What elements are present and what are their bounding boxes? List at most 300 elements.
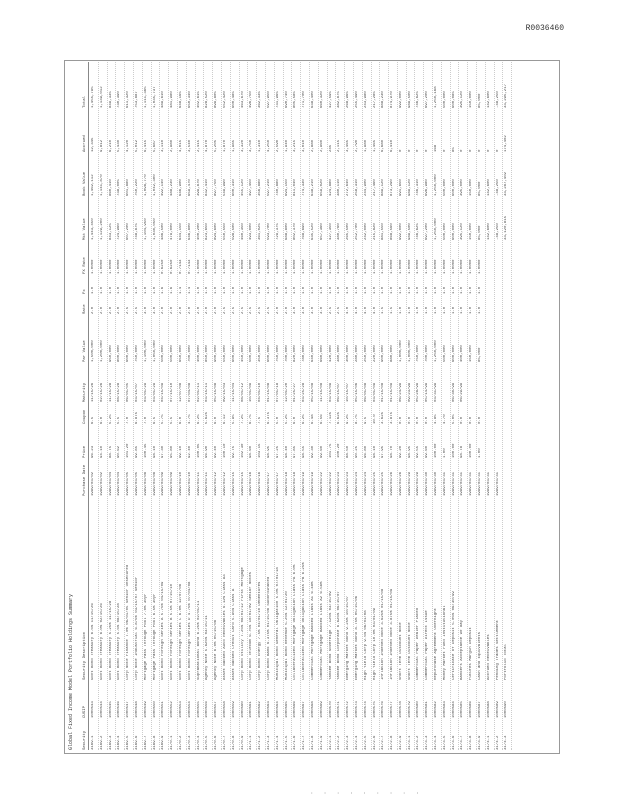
cell-rate: 2.0 <box>161 306 166 314</box>
cell-maturity: 07/15/10 <box>170 382 175 402</box>
cell-market-value: 33,120,815 <box>504 215 509 240</box>
cell-book-value: 600,000 <box>451 179 456 196</box>
cell-coupon: 6.0 <box>293 416 298 424</box>
cell-description: Accrued Receivables <box>486 634 491 680</box>
cell-maturity: 06/15/07 <box>337 382 342 402</box>
cell-book-value: 774,330 <box>302 179 307 196</box>
cell-total: 611,320 <box>126 91 131 108</box>
cell-coupon: 3.875 <box>390 411 395 424</box>
cell-security: 3174-1 <box>486 735 491 750</box>
cell-market-value: 843,125 <box>108 223 113 240</box>
cell-fx-rate: 1.0000 <box>337 259 342 274</box>
cell-par-value: 400,000 <box>196 345 201 362</box>
cell-total: 150,000 <box>469 91 474 108</box>
cell-description: Commercial Mortgage Backed Class A2 6.56% <box>319 581 324 680</box>
cell-security: 3169-9 <box>161 735 166 750</box>
cell-book-value: 1,042,300 <box>152 174 157 196</box>
cell-cusip: 1000570 <box>328 701 333 718</box>
cell-market-value: 142,600 <box>486 223 491 240</box>
cell-market-value: 635,520 <box>310 223 315 240</box>
cell-maturity: 06/01/08 <box>363 382 368 402</box>
cell-market-value: 493,000 <box>249 223 254 240</box>
cell-fx: 1.4 <box>187 286 192 294</box>
cell-fx-rate: 1.0000 <box>469 259 474 274</box>
cell-fx-rate: 1.0000 <box>390 259 395 274</box>
cell-market-value: -48,250 <box>495 223 500 240</box>
cell-book-value: 1,462,112 <box>91 174 95 196</box>
cell-purchase-date: 1999/03/31 <box>460 471 465 496</box>
cell-fx-rate: 1.0000 <box>451 259 456 274</box>
cell-coupon: 5.05 <box>451 414 456 424</box>
cell-rate: 3.0 <box>152 306 157 314</box>
cell-description: Govt Bond Treasury 6.0% 02/15/26 <box>99 603 104 680</box>
table-row <box>336 62 345 750</box>
cell-rate: 2.5 <box>337 306 342 314</box>
cell-coupon: 6.875 <box>134 411 139 424</box>
cell-price: 90.62 <box>117 445 122 458</box>
cell-fx-rate: 1.0000 <box>363 259 368 274</box>
cell-purchase-date: 1999/03/12 <box>214 471 219 496</box>
cell-cusip: 1000583 <box>442 701 447 718</box>
cell-cusip: 1000576 <box>381 701 386 718</box>
cell-fx-rate: 1.0000 <box>425 259 430 274</box>
cell-market-value: 1,443,450 <box>91 218 95 240</box>
table-row <box>363 62 372 750</box>
cell-par-value: 600,000 <box>451 345 456 362</box>
cell-fx-rate: 1.0000 <box>407 259 412 274</box>
cell-price: 1.00 <box>478 448 483 458</box>
cell-cusip: 1000581 <box>425 701 430 718</box>
cell-maturity: 04/15/09 <box>161 382 166 402</box>
cell-purchase-date: 1999/03/22 <box>328 471 333 496</box>
cell-par-value: 700,000 <box>284 345 289 362</box>
cell-cusip: 1000547 <box>126 701 131 718</box>
cell-security: 3172-5 <box>363 735 368 750</box>
cell-par-value: 220,000 <box>372 345 377 362</box>
cell-accrued: 1,940 <box>284 139 289 152</box>
cell-fx: 1.0 <box>346 286 351 294</box>
cell-rate: 3.0 <box>310 306 315 314</box>
cell-coupon: 9.5 <box>363 416 368 424</box>
cell-book-value: 750,220 <box>134 179 139 196</box>
cell-market-value: 1,104,950 <box>143 218 148 240</box>
cell-accrued: 2,790 <box>354 139 359 152</box>
table-row <box>275 62 284 750</box>
cell-market-value: 644,150 <box>178 223 183 240</box>
header-description: Security Description <box>83 631 87 680</box>
cell-price: 99.85 <box>134 445 139 458</box>
cell-total: 33,295,217 <box>504 83 509 108</box>
cell-coupon: 6.48 <box>310 414 315 424</box>
cell-coupon: 0.0 <box>398 416 403 424</box>
cell-market-value: 252,700 <box>354 223 359 240</box>
cell-price: 98.10 <box>152 445 157 458</box>
cell-security: 3170-1 <box>170 735 175 750</box>
cell-price: 100.00 <box>469 443 474 458</box>
cell-price: 100.00 <box>451 443 456 458</box>
table-row <box>240 62 249 750</box>
cell-fx: 1.6 <box>170 286 175 294</box>
cell-price: 101.75 <box>328 443 333 458</box>
header-purchase-date: Purchase Date <box>83 464 87 496</box>
cell-cusip: 1000555 <box>196 701 201 718</box>
cell-maturity: 05/15/08 <box>214 382 219 402</box>
cell-par-value: 1,500,000 <box>91 340 95 362</box>
cell-maturity: 06/01/05 <box>126 382 131 402</box>
table-row <box>152 62 161 750</box>
cell-market-value: 607,200 <box>126 223 131 240</box>
cell-book-value: 150,000 <box>469 179 474 196</box>
cell-price: 101.20 <box>126 443 131 458</box>
cell-total: 828,520 <box>205 91 210 108</box>
header-coupon: Coupon <box>83 409 87 424</box>
cell-accrued: 1,870 <box>222 139 227 152</box>
cell-accrued: 1,465 <box>372 139 377 152</box>
cell-accrued: 2,960 <box>319 139 324 152</box>
cell-maturity: 12/01/20 <box>284 382 289 402</box>
cell-price: 100.20 <box>337 443 342 458</box>
cell-total: 600,085 <box>451 91 456 108</box>
cell-maturity: 06/30/99 <box>451 382 456 402</box>
cell-market-value: 802,370 <box>293 223 298 240</box>
cell-book-value: 738,005 <box>117 179 122 196</box>
cell-par-value: 660,000 <box>319 345 324 362</box>
header-rate: Rate <box>83 304 87 314</box>
cell-par-value: 640,000 <box>310 345 315 362</box>
cell-market-value: 598,500 <box>231 223 236 240</box>
cell-rate: 2.0 <box>178 306 183 314</box>
cell-market-value: 1,250,000 <box>434 218 439 240</box>
cell-security: 3171-9 <box>319 735 324 750</box>
cell-security: 3169-3 <box>108 735 113 750</box>
table-row <box>442 62 451 750</box>
cell-fx: 1.0 <box>319 286 324 294</box>
cell-total: 402,615 <box>196 91 201 108</box>
cell-fx-rate: 1.0000 <box>319 259 324 274</box>
cell-description: Asset Backed Credit Card 5.95% Class A <box>231 588 236 680</box>
table-row <box>187 62 196 750</box>
cell-cusip: 1000558 <box>222 701 227 718</box>
cell-fx: 1.0 <box>416 286 421 294</box>
table-row <box>310 62 319 750</box>
cell-fx-rate: 1.0000 <box>328 259 333 274</box>
cell-book-value: 380,110 <box>337 179 342 196</box>
cell-fx: 1.0 <box>442 286 447 294</box>
table-row <box>503 62 512 750</box>
cell-fx-rate: 1.0000 <box>478 259 483 274</box>
cell-total: 85,000 <box>478 93 483 108</box>
cell-total: 989,500 <box>407 91 412 108</box>
cell-description: Govt Bond Foreign Series A 5.75% 04/15/09 <box>161 581 166 680</box>
cell-description: Money Market Fund Institutional <box>442 605 447 680</box>
cell-security: 3171-6 <box>293 735 298 750</box>
cell-fx-rate: 1.0000 <box>240 259 245 274</box>
cell-book-value: 258,310 <box>354 179 359 196</box>
header-fx: Fx <box>83 289 87 294</box>
cell-fx: 1.0 <box>372 286 377 294</box>
cell-total: 500,000 <box>442 91 447 108</box>
cell-security: 3170-3 <box>187 735 192 750</box>
header-cusip: CUSIP <box>83 705 87 718</box>
cell-fx-rate: 1.0000 <box>346 259 351 274</box>
cell-cusip: 1000553 <box>178 701 183 718</box>
table-row <box>231 62 240 750</box>
cell-description: High Yield Corp 10.0% 03/01/09 <box>372 607 377 680</box>
cell-purchase-date: 1999/03/04 <box>117 471 122 496</box>
cell-coupon: 0.0 <box>469 416 474 424</box>
cell-total: 268,965 <box>346 91 351 108</box>
cell-total: 1,111,365 <box>143 86 148 108</box>
cell-book-value: 696,980 <box>425 179 430 196</box>
cell-description: Corp Note Finance 7.0% 06/01/05 Senior Unsecured <box>126 564 131 680</box>
cell-price: 99.40 <box>214 445 219 458</box>
cell-fx-rate: 1.0000 <box>205 259 210 274</box>
cell-maturity: 02/15/26 <box>99 382 104 402</box>
cell-market-value: 697,200 <box>425 223 430 240</box>
cell-purchase-date: 1999/03/09 <box>170 471 175 496</box>
cell-rate: 2.0 <box>170 306 175 314</box>
cell-market-value: 729,375 <box>275 223 280 240</box>
cell-book-value: 646,900 <box>178 179 183 196</box>
cell-price: 98.70 <box>390 445 395 458</box>
cell-rate: 2.5 <box>240 306 245 314</box>
cell-rate: 4.0 <box>354 306 359 314</box>
cell-security: 3169-7 <box>143 735 148 750</box>
cell-market-value: 746,625 <box>416 223 421 240</box>
cell-market-value: 479,000 <box>170 223 175 240</box>
cell-purchase-date: 1999/03/30 <box>425 471 430 496</box>
cell-cusip: 1000557 <box>214 701 219 718</box>
cell-par-value: 780,000 <box>302 345 307 362</box>
header-accrued: Accrued <box>83 135 87 152</box>
cell-fx: 1.4 <box>178 286 183 294</box>
cell-market-value: 894,600 <box>214 223 219 240</box>
cell-fx: 1.0 <box>425 286 430 294</box>
cell-maturity: 05/15/06 <box>354 382 359 402</box>
cell-maturity: 10/01/09 <box>249 382 254 402</box>
cell-book-value: 492,140 <box>161 179 166 196</box>
cell-total: 142,600 <box>486 91 491 108</box>
table-row <box>213 62 222 750</box>
cell-purchase-date: 1999/03/24 <box>363 471 368 496</box>
cell-price: 99.55 <box>416 445 421 458</box>
cell-accrued: 9,812 <box>99 139 104 152</box>
cell-total: 992,000 <box>398 91 403 108</box>
cell-accrued: 0 <box>460 149 465 152</box>
cell-par-value: 850,000 <box>205 345 210 362</box>
cell-total: 496,750 <box>249 91 254 108</box>
cell-maturity: 06/24/99 <box>398 382 403 402</box>
cell-purchase-date: 1999/03/23 <box>346 471 351 496</box>
cell-accrued: 5,012 <box>134 139 139 152</box>
table-row <box>108 62 117 750</box>
cell-purchase-date: 1999/03/08 <box>143 471 148 496</box>
cell-accrued: 0 <box>398 149 403 152</box>
cell-price: 99.75 <box>231 445 236 458</box>
cell-cusip: 1000569 <box>319 701 324 718</box>
table-row <box>90 62 99 750</box>
table-row <box>477 62 486 750</box>
table-row <box>486 62 495 750</box>
cell-maturity: 03/31/99 <box>434 382 439 402</box>
cell-cusip: 1000564 <box>275 701 280 718</box>
cell-market-value: 646,800 <box>187 223 192 240</box>
cell-fx: 1.0 <box>434 286 439 294</box>
cell-security: 3172-8 <box>390 735 395 750</box>
cell-par-value: 85,000 <box>478 347 483 362</box>
cell-par-value: 280,000 <box>354 345 359 362</box>
table-row <box>125 62 134 750</box>
cell-description: Inflation Indexed Note 3.625% 01/15/08 <box>381 588 386 680</box>
cell-fx-rate: 1.0000 <box>222 259 227 274</box>
cell-par-value: 500,000 <box>249 345 254 362</box>
cell-cusip: 1000577 <box>390 701 395 718</box>
cell-par-value: 750,000 <box>416 345 421 362</box>
cell-accrued: 5,205 <box>214 139 219 152</box>
cell-fx-rate: 1.0000 <box>126 259 131 274</box>
cell-fx-rate: 1.0000 <box>460 259 465 274</box>
cell-fx: 1.0 <box>275 286 280 294</box>
cell-description: Corp Bond Utility 7.25% 08/01/12 First Mortgage <box>240 567 245 680</box>
cell-fx: 1.0 <box>381 286 386 294</box>
cell-security: 3173-3 <box>425 735 430 750</box>
cell-fx: 1.0 <box>363 286 368 294</box>
table-row <box>319 62 328 750</box>
cell-description: Municipal Bond Revenue 5.25% 12/01/20 <box>284 591 289 680</box>
cell-market-value: 150,000 <box>469 223 474 240</box>
cell-description: Corp Bond Telecom 6.75% 10/01/09 Senior Notes <box>249 571 254 680</box>
cell-accrued: 3,320 <box>240 139 245 152</box>
cell-maturity: 01/25/27 <box>293 382 298 402</box>
cell-market-value: 380,760 <box>337 223 342 240</box>
cell-par-value: 820,000 <box>293 345 298 362</box>
cell-description: Pending Trades Settlement <box>495 619 500 680</box>
cell-security: 3172-2 <box>337 735 342 750</box>
cell-rate: 2.0 <box>187 306 192 314</box>
cell-security: 3171-4 <box>275 735 280 750</box>
cell-description: Short Term Discount Note <box>398 622 403 680</box>
cell-fx: 1.0 <box>328 286 333 294</box>
cell-coupon: 5.625 <box>205 411 210 424</box>
cell-market-value: 460,350 <box>240 223 245 240</box>
cell-fx: 1.0 <box>99 286 104 294</box>
page-footer: · · · · · · · · · <box>310 790 423 797</box>
cell-purchase-date: 1999/03/29 <box>407 471 412 496</box>
cell-fx-rate: 1.0000 <box>258 259 263 274</box>
cell-price: 98.95 <box>266 445 271 458</box>
table-row <box>433 62 442 750</box>
cell-security: 3170-4 <box>196 735 201 750</box>
table-row <box>257 62 266 750</box>
cell-maturity: 11/15/26 <box>91 382 95 402</box>
cell-book-value: 873,290 <box>390 179 395 196</box>
cell-total: 638,400 <box>310 91 315 108</box>
cell-purchase-date: 1999/03/29 <box>416 471 421 496</box>
cell-cusip: 1000556 <box>205 701 210 718</box>
cell-book-value: 600,310 <box>231 179 236 196</box>
cell-maturity: 09/23/99 <box>407 382 412 402</box>
cell-book-value: 659,470 <box>187 179 192 196</box>
cell-book-value: 889,120 <box>381 179 386 196</box>
cell-price: 100.45 <box>143 443 148 458</box>
document-id: R0036460 <box>525 24 564 33</box>
cell-par-value: 500,000 <box>161 345 166 362</box>
cell-security: 3169-4 <box>117 735 122 750</box>
cell-fx: 1.0 <box>390 286 395 294</box>
cell-price: 103.15 <box>258 443 263 458</box>
cell-description: Agency Note 6.0% 05/15/08 <box>214 619 219 680</box>
header-par-value: Par Value <box>83 340 87 362</box>
cell-cusip: 1000563 <box>266 701 271 718</box>
table-row <box>354 62 363 750</box>
cell-fx-rate: 1.0000 <box>442 259 447 274</box>
table-title: Global Fixed Income Model Portfolio Holdings Summary <box>68 593 74 750</box>
cell-cusip: 1000546 <box>117 701 122 718</box>
cell-purchase-date: 1999/03/04 <box>108 471 113 496</box>
cell-cusip: 1000584 <box>451 701 456 718</box>
cell-par-value: 600,000 <box>266 345 271 362</box>
cell-accrued: 0 <box>486 149 491 152</box>
cell-fx-rate: 0.7143 <box>178 259 183 274</box>
cell-security: 3172-1 <box>328 735 333 750</box>
cell-fx: 1.0 <box>134 286 139 294</box>
header-total: Total <box>83 95 87 108</box>
cell-coupon: 0.0 <box>460 416 465 424</box>
cell-market-value: 600,000 <box>451 223 456 240</box>
cell-coupon: 5.5 <box>170 416 175 424</box>
cell-price: 100.10 <box>222 443 227 458</box>
cell-coupon: 6.25 <box>302 414 307 424</box>
cell-cusip: 1000573 <box>354 701 359 718</box>
cell-accrued: 5,687 <box>152 139 157 152</box>
cell-accrued: 6,415 <box>143 139 148 152</box>
cell-market-value: 486,500 <box>161 223 166 240</box>
cell-rate: 2.5 <box>266 306 271 314</box>
cell-price: 99.20 <box>398 445 403 458</box>
cell-rate: 2.5 <box>126 306 131 314</box>
cell-coupon: 6.0 <box>214 416 219 424</box>
cell-fx: 1.0 <box>469 286 474 294</box>
cell-fx-rate: 1.0000 <box>416 259 421 274</box>
cell-total: 650,340 <box>187 91 192 108</box>
cell-fx-rate: 1.0000 <box>117 259 122 274</box>
cell-accrued: 1,980 <box>363 139 368 152</box>
cell-accrued: 4,870 <box>205 139 210 152</box>
cell-book-value: 638,210 <box>310 179 315 196</box>
cell-par-value: 880,000 <box>390 345 395 362</box>
cell-accrued: 174,402 <box>504 135 509 152</box>
cell-par-value: 1,200,000 <box>99 340 104 362</box>
cell-price: 96.90 <box>205 445 210 458</box>
cell-total: 730,390 <box>117 91 122 108</box>
cell-market-value: 688,800 <box>284 223 289 240</box>
cell-price: 92.40 <box>187 445 192 458</box>
cell-par-value: 950,000 <box>108 345 113 362</box>
cell-cusip: 1000552 <box>170 701 175 718</box>
cell-cusip: 1000548 <box>134 701 139 718</box>
cell-book-value: 740,880 <box>275 179 280 196</box>
table-row <box>424 62 433 750</box>
cell-coupon: 0.0 <box>407 416 412 424</box>
cell-market-value: 593,700 <box>266 223 271 240</box>
cell-book-value: 746,310 <box>416 179 421 196</box>
cell-purchase-date: 1999/03/02 <box>91 471 95 496</box>
cell-fx-rate: 0.7143 <box>187 259 192 274</box>
cell-purchase-date: 1999/03/18 <box>284 471 289 496</box>
cell-cusip: 1000574 <box>363 701 368 718</box>
cell-cusip: 1000579 <box>407 701 412 718</box>
cell-security: 3170-5 <box>205 735 210 750</box>
